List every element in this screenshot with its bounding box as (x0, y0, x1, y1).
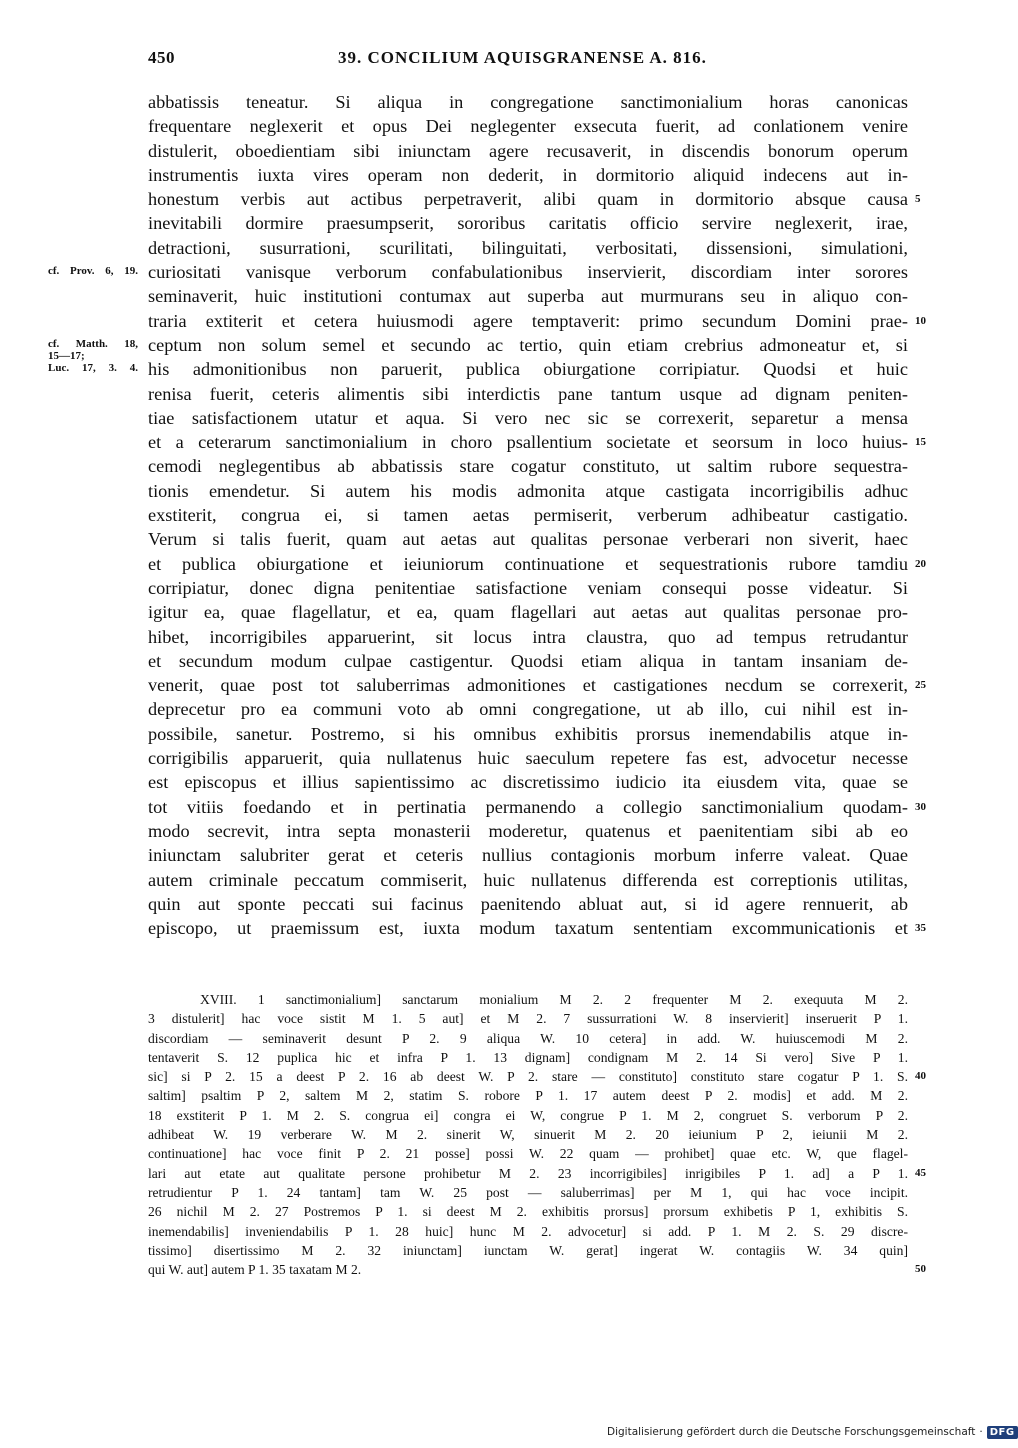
text-line: corrigibilis apparuerit, quia nullatenus huic saeculum repetere fas est, advocetur necesse (148, 748, 908, 769)
text-line: est episcopus et illius sapientissimo ac discretissimo iudicio ita eiusdem vita, quae se (148, 772, 908, 793)
main-text (48, 90, 926, 940)
apparatus-line: adhibeat W. 19 verberare W. M 2. sinerit W, sinuerit M 2. 20 ieiunium P 2, ieiunii M 2. (148, 1127, 908, 1143)
margin-note-prov: cf. Prov. 6, 19. (48, 265, 138, 278)
apparatus-line: tissimo] disertissimo M 2. 32 iniunctam] iunctam W. gerat] ingerat W. contagiis W. 34 quin] (148, 1242, 908, 1258)
text-line: quin aut sponte peccati sui facinus paenitendo abluat aut, si id agere rennuerit, ab (148, 893, 908, 914)
apparatus-line: lari aut etate aut qualitate persone prohibetur M 2. 23 incorrigibiles] inrigibiles P 1. ad] a P 1. 45 (148, 1164, 908, 1183)
line-number: 25 (915, 679, 926, 692)
text-line: honestum verbis aut actibus perpetraverit, alibi quam in dormitorio absque causa 5 (148, 187, 908, 211)
apparatus-line: saltim] psaltim P 2, saltem M 2, statim S. robore P 1. 17 autem deest P 2. modis] et add. M 2. (148, 1088, 908, 1104)
digitization-footer (607, 1424, 1018, 1440)
apparatus-line: 26 nichil M 2. 27 Postremos P 1. si deest M 2. exhibitis prorsus] prorsum exhibetis P 1, exhibitis S. (148, 1204, 908, 1220)
text-line: Verum si talis fuerit, quam aut aetas aut qualitas personae verberari non siverit, haec (148, 529, 908, 550)
text-line: cf. Prov. 6, 19. curiositati vanisque verborum confabulationibus inservierit, discordiam inter sorores (48, 262, 908, 283)
apparatus-line: tentaverit S. 12 puplica hic et infra P 1. 13 dignam] condignam M 2. 14 Si vero] Sive P 1. (148, 1049, 908, 1065)
apparatus-line: continuatione] hac voce finit P 2. 21 posse] possi W. 22 quam — prohibet] quae etc. W, que flagel- (148, 1146, 908, 1162)
margin-note-luc: Luc. 17, 3. 4. (48, 362, 138, 375)
text-line: instrumentis iuxta vires operam non dederit, in dormitorio aliquid indecens aut in- (148, 164, 908, 185)
text-line: modo secrevit, intra septa monasterii moderetur, quatenus et paenitentiam sibi ab eo (148, 820, 908, 841)
text-line: deprecetur pro ea communi voto ab omni congregatione, ut ab illo, cui nihil est in- (148, 699, 908, 720)
text-line: venerit, quae post tot saluberrimas admonitiones et castigationes necdum se correxerit, 25 (148, 673, 908, 697)
apparatus-line: 18 exstiterit P 1. M 2. S. congrua ei] congra ei W, congrue P 1. M 2, congruet S. verborum P 2. (148, 1107, 908, 1123)
text-line: renisa fuerit, ceteris alimentis sibi interdictis pane tantum usque ad dignam peniten- (148, 383, 908, 404)
text-line: iniunctam salubriter gerat et ceteris nullius contagionis morbum inferre valeat. Quae (148, 845, 908, 866)
text-line: seminaverit, huic institutioni contumax aut superba aut murmurans seu in aliquo con- (148, 286, 908, 307)
text-line: et secundum modum culpae castigentur. Quodsi etiam aliqua in tantam insaniam de- (148, 650, 908, 671)
text-line: et a ceterarum sanctimonialium in choro psallentium societate et seorsum in loco huius- 15 (148, 430, 908, 454)
line-number: 5 (915, 193, 921, 206)
text-line: detractioni, susurrationi, scurilitati, bilinguitati, verbositati, dissensioni, simulationi, (148, 237, 908, 258)
apparatus-line: retrudientur P 1. 24 tantam] tam W. 25 post — saluberrimas] per M 1, qui hac voce incipit. (148, 1184, 908, 1200)
text-line: abbatissis teneatur. Si aliqua in congregatione sanctimonialium horas canonicas (148, 92, 908, 112)
text-line: exstiterit, congrua ei, si tamen aetas permiserit, verberum adhibeatur castigatio. (148, 505, 908, 526)
page-number: 450 (148, 48, 175, 67)
text-line: frequentare neglexerit et opus Dei neglegenter exsecuta fuerit, ad conlationem venire (148, 116, 908, 137)
footer-dot: · (979, 1426, 983, 1438)
text-line: corripiatur, donec digna penitentiae satisfactione veniam consequi posse videatur. Si (148, 577, 908, 598)
text-line: distulerit, oboedientiam sibi iniunctam agere recusaverit, in discendis bonorum operum (148, 140, 908, 161)
footer-text: Digitalisierung gefördert durch die Deutsche Forschungsgemeinschaft (607, 1426, 976, 1438)
text-line: tionis emendetur. Si autem his modis admonita atque castigata incorrigibilis adhuc (148, 480, 908, 501)
text-line: inevitabili dormire praesumpserit, sororibus caritatis officio servire neglexerit, irae, (148, 213, 908, 234)
dfg-logo: DFG (987, 1426, 1018, 1439)
line-number: 30 (915, 800, 926, 813)
apparatus-line: discordiam — seminaverit desunt P 2. 9 aliqua W. 10 cetera] in add. W. huiuscemodi M 2. (148, 1030, 908, 1046)
text-line: igitur ea, quae flagellatur, et ea, quam flagellari aut aetas aut qualitas personae pro- (148, 602, 908, 623)
line-number: 15 (915, 436, 926, 449)
text-line: possibile, sanetur. Postremo, si his omnibus exhibitis prorsus inemendabilis atque in- (148, 723, 908, 744)
apparatus-line: XVIII. 1 sanctimonialium] sanctarum monialium M 2. 2 frequenter M 2. exequuta M 2. (200, 992, 908, 1007)
text-line: tot vitiis foedando et in pertinatia permanendo a collegio sanctimonialium quodam- 30 (148, 795, 908, 819)
text-line: tiae satisfactionem utatur et aqua. Si vero nec sic se correxerit, separetur a mensa (148, 407, 908, 428)
line-number: 20 (915, 557, 926, 570)
text-line: traria extiterit et cetera huiusmodi agere temptaverit: primo secundum Domini prae- 10 (148, 309, 908, 333)
apparatus-line: inemendabilis] inveniendabilis P 1. 28 huic] hunc M 2. advocetur] si add. P 1. M 2. S. 29 discre- (148, 1223, 908, 1239)
text-line: autem criminale peccatum commiserit, huic nullatenus differenda est correptionis utilitas, (148, 869, 908, 890)
text-line: et publica obiurgatione et ieiuniorum continuatione et sequestrationis rubore tamdiu 20 (148, 552, 908, 576)
critical-apparatus (148, 990, 926, 1279)
apparatus-line: qui W. aut] autem P 1. 35 taxatam M 2. 50 (148, 1260, 908, 1279)
apparatus-line: sic] si P 2. 15 a deest P 2. 16 ab deest W. P 2. stare — constituto] constituto stare cogatur P 1. S. 40 (148, 1067, 908, 1086)
line-number: 50 (915, 1263, 926, 1276)
apparatus-line: 3 distulerit] hac voce sistit M 1. 5 aut] et M 2. 7 sussurrationi W. 8 inservierit] inseruerit P 1. (148, 1011, 908, 1027)
text-line: Luc. 17, 3. 4. his admonitionibus non paruerit, publica obiurgatione corripiatur. Quodsi et huic (48, 359, 908, 380)
margin-note-matth: cf. Matth. 18, (48, 337, 138, 350)
line-number: 35 (915, 922, 926, 935)
text-line: cf. Matth. 18, 15—17; ceptum non solum semel et secundo ac tertio, quin etiam crebrius admoneatur et, si (48, 334, 908, 362)
margin-note-matth-verses: 15—17; (48, 349, 85, 362)
line-number: 10 (915, 314, 926, 327)
line-number: 45 (915, 1166, 926, 1179)
text-line: cemodi neglegentibus ab abbatissis stare cogatur constituto, ut saltim rubore sequestra- (148, 456, 908, 477)
text-line: hibet, incorrigibiles apparuerint, sit locus intra claustra, quo ad tempus retrudantur (148, 626, 908, 647)
running-title: 39. CONCILIUM AQUISGRANENSE A. 816. (338, 48, 707, 67)
text-line: episcopo, ut praemissum est, iuxta modum taxatum sententiam excommunicationis et 35 (148, 916, 908, 940)
line-number: 40 (915, 1070, 926, 1083)
page-header (148, 48, 908, 74)
